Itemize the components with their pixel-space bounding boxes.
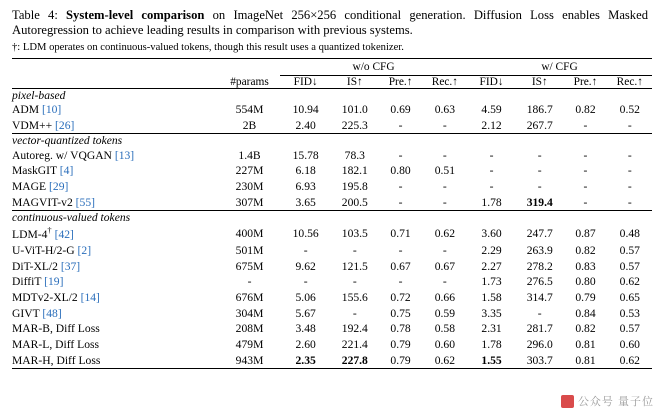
comparison-table bbox=[12, 58, 652, 369]
row-metric-cell: 1.78 bbox=[481, 195, 502, 209]
watermark-logo-icon bbox=[561, 395, 574, 408]
row-metric-cell: 0.53 bbox=[619, 306, 640, 320]
row-metric-cell: 0.83 bbox=[575, 259, 596, 273]
row-metric-cell: 4.59 bbox=[481, 103, 502, 117]
row-method-name: MAR-B, Diff Loss bbox=[12, 322, 100, 336]
row-metric-cell: - bbox=[537, 306, 542, 320]
citation-link[interactable]: [55] bbox=[75, 195, 95, 209]
watermark-text: 公众号 量子位 bbox=[577, 396, 654, 408]
watermark bbox=[561, 393, 654, 409]
row-metric-cell: 0.57 bbox=[619, 322, 640, 336]
row-metric-cell: - bbox=[442, 195, 447, 209]
caption-bold-lead: System-level comparison bbox=[66, 8, 205, 22]
row-metric-cell: - bbox=[442, 118, 447, 132]
col-header-rec-cfg: Rec.↑ bbox=[616, 75, 643, 88]
citation-link[interactable]: [48] bbox=[42, 306, 62, 320]
row-metric-cell: 0.58 bbox=[434, 322, 455, 336]
row-params: 479M bbox=[235, 337, 264, 351]
row-metric-cell: - bbox=[352, 275, 357, 289]
row-metric-cell: 0.84 bbox=[575, 306, 596, 320]
table-section-header bbox=[12, 210, 652, 224]
row-metric-cell: - bbox=[583, 179, 588, 193]
row-metric-cell: 182.1 bbox=[341, 164, 368, 178]
row-metric-cell: - bbox=[489, 179, 494, 193]
row-metric-cell: 121.5 bbox=[341, 259, 368, 273]
row-metric-cell: - bbox=[627, 148, 632, 162]
citation-link[interactable]: [26] bbox=[55, 118, 75, 132]
col-header-pre-nocfg: Pre.↑ bbox=[388, 75, 413, 88]
row-metric-cell: 227.8 bbox=[341, 353, 368, 367]
row-method-name: MDTv2-XL/2 [14] bbox=[12, 290, 100, 304]
row-metric-cell: 0.82 bbox=[575, 322, 596, 336]
row-metric-cell: 0.67 bbox=[390, 259, 411, 273]
row-metric-cell: 225.3 bbox=[341, 118, 368, 132]
row-metric-cell: 3.35 bbox=[481, 306, 502, 320]
row-metric-cell: 2.31 bbox=[481, 322, 502, 336]
row-metric-cell: - bbox=[442, 179, 447, 193]
row-metric-cell: 0.79 bbox=[390, 353, 411, 367]
row-metric-cell: 0.79 bbox=[575, 290, 596, 304]
row-method-name: MAGE [29] bbox=[12, 179, 69, 193]
footnote-text: †: LDM operates on continuous-valued tokens, though this result uses a quantized tokenizer. bbox=[12, 41, 404, 53]
row-metric-cell: - bbox=[398, 118, 403, 132]
citation-link[interactable]: [14] bbox=[80, 290, 100, 304]
table-caption bbox=[12, 8, 648, 39]
row-params: 676M bbox=[235, 290, 264, 304]
row-metric-cell: 221.4 bbox=[341, 337, 368, 351]
row-method-name: VDM++ [26] bbox=[12, 118, 75, 132]
row-metric-cell: 15.78 bbox=[292, 148, 319, 162]
row-metric-cell: - bbox=[627, 164, 632, 178]
row-method-name: ADM [10] bbox=[12, 103, 62, 117]
row-metric-cell: - bbox=[537, 164, 542, 178]
table-row bbox=[12, 321, 652, 337]
table-bottom-rule bbox=[12, 368, 652, 369]
row-metric-cell: 263.9 bbox=[526, 243, 553, 257]
citation-link[interactable]: [13] bbox=[114, 148, 135, 162]
row-metric-cell: 276.5 bbox=[526, 275, 553, 289]
row-metric-cell: 0.78 bbox=[390, 322, 411, 336]
row-metric-cell: 0.82 bbox=[575, 103, 596, 117]
caption-rest: on ImageNet 256×256 conditional generation. Diffusion Loss enables Masked Autoregression to achieve leading results in comparison with previous systems. bbox=[12, 8, 648, 38]
row-params: 227M bbox=[235, 164, 264, 178]
row-metric-cell: 281.7 bbox=[526, 322, 553, 336]
group-header-cfg: w/ CFG bbox=[467, 58, 652, 75]
table-row bbox=[12, 305, 652, 321]
col-header-rec-nocfg: Rec.↑ bbox=[431, 75, 458, 88]
row-method-name: GIVT [48] bbox=[12, 306, 62, 320]
row-metric-cell: 0.81 bbox=[575, 353, 596, 367]
col-header-is-cfg: IS↑ bbox=[531, 75, 548, 88]
section-title: continuous-valued tokens bbox=[12, 210, 652, 224]
row-metric-cell: 0.48 bbox=[619, 226, 640, 240]
row-metric-cell: 0.65 bbox=[619, 290, 640, 304]
row-metric-cell: 155.6 bbox=[341, 290, 368, 304]
row-metric-cell: - bbox=[398, 195, 403, 209]
row-metric-cell: 303.7 bbox=[526, 353, 553, 367]
row-metric-cell: - bbox=[303, 243, 308, 257]
row-metric-cell: 192.4 bbox=[341, 322, 368, 336]
row-metric-cell: 2.29 bbox=[481, 243, 502, 257]
row-metric-cell: - bbox=[537, 179, 542, 193]
row-metric-cell: - bbox=[442, 243, 447, 257]
citation-link[interactable]: [2] bbox=[77, 243, 92, 257]
row-metric-cell: 2.35 bbox=[295, 353, 316, 367]
row-metric-cell: 10.56 bbox=[292, 226, 319, 240]
row-metric-cell: 5.67 bbox=[295, 306, 316, 320]
row-params: 675M bbox=[235, 259, 264, 273]
row-metric-cell: 247.7 bbox=[526, 226, 553, 240]
citation-link[interactable]: [4] bbox=[59, 164, 74, 178]
table-row bbox=[12, 274, 652, 290]
row-metric-cell: 10.94 bbox=[292, 103, 319, 117]
row-metric-cell: - bbox=[489, 148, 494, 162]
row-metric-cell: 0.57 bbox=[619, 243, 640, 257]
row-metric-cell: 0.57 bbox=[619, 259, 640, 273]
row-metric-cell: 0.69 bbox=[390, 103, 411, 117]
row-metric-cell: 319.4 bbox=[526, 195, 553, 209]
section-title: pixel-based bbox=[12, 88, 652, 102]
table-row bbox=[12, 179, 652, 195]
row-metric-cell: 6.18 bbox=[295, 164, 316, 178]
table-section-header bbox=[12, 88, 652, 102]
row-params: - bbox=[247, 275, 252, 289]
citation-link[interactable]: [29] bbox=[49, 179, 69, 193]
table-row bbox=[12, 118, 652, 134]
row-params: 307M bbox=[235, 195, 264, 209]
row-metric-cell: 1.58 bbox=[481, 290, 502, 304]
row-metric-cell: 5.06 bbox=[295, 290, 316, 304]
table-row bbox=[12, 290, 652, 306]
row-metric-cell: 267.7 bbox=[526, 118, 553, 132]
table-row bbox=[12, 102, 652, 118]
col-header-params: #params bbox=[230, 75, 269, 88]
row-metric-cell: - bbox=[627, 195, 632, 209]
citation-link[interactable]: [19] bbox=[44, 275, 64, 289]
row-metric-cell: 186.7 bbox=[526, 103, 553, 117]
row-method-name: Autoreg. w/ VQGAN [13] bbox=[12, 148, 135, 162]
row-params: 1.4B bbox=[238, 148, 261, 162]
row-metric-cell: - bbox=[398, 275, 403, 289]
row-metric-cell: 0.82 bbox=[575, 243, 596, 257]
caption-prefix: Table 4: bbox=[12, 8, 67, 22]
row-metric-cell: 0.80 bbox=[575, 275, 596, 289]
table-row bbox=[12, 242, 652, 258]
row-metric-cell: - bbox=[352, 306, 357, 320]
row-metric-cell: - bbox=[442, 148, 447, 162]
row-metric-cell: - bbox=[627, 179, 632, 193]
row-metric-cell: 0.63 bbox=[434, 103, 455, 117]
row-metric-cell: 78.3 bbox=[344, 148, 365, 162]
row-method-name: U-ViT-H/2-G [2] bbox=[12, 243, 92, 257]
row-metric-cell: 103.5 bbox=[341, 226, 368, 240]
row-metric-cell: 0.71 bbox=[390, 226, 411, 240]
row-metric-cell: 3.65 bbox=[295, 195, 316, 209]
citation-link[interactable]: [42] bbox=[54, 228, 74, 242]
row-metric-cell: 0.72 bbox=[390, 290, 411, 304]
row-metric-cell: 278.2 bbox=[526, 259, 553, 273]
row-metric-cell: 3.48 bbox=[295, 322, 316, 336]
row-metric-cell: 0.79 bbox=[390, 337, 411, 351]
table-row bbox=[12, 258, 652, 274]
row-metric-cell: 2.40 bbox=[295, 118, 316, 132]
col-header-fid-cfg: FID↓ bbox=[479, 75, 504, 88]
col-header-method bbox=[12, 75, 219, 88]
row-method-name: MaskGIT [4] bbox=[12, 164, 74, 178]
section-title: vector-quantized tokens bbox=[12, 134, 652, 148]
row-method-name: MAGVIT-v2 [55] bbox=[12, 195, 95, 209]
row-metric-cell: 0.62 bbox=[434, 353, 455, 367]
row-metric-cell: 9.62 bbox=[295, 259, 316, 273]
row-method-name: LDM-4† [42] bbox=[12, 225, 74, 242]
row-metric-cell: 0.59 bbox=[434, 306, 455, 320]
row-metric-cell: 1.78 bbox=[481, 337, 502, 351]
row-metric-cell: 0.62 bbox=[434, 226, 455, 240]
row-method-name: DiT-XL/2 [37] bbox=[12, 259, 81, 273]
table-row bbox=[12, 194, 652, 210]
col-header-pre-cfg: Pre.↑ bbox=[573, 75, 598, 88]
row-metric-cell: - bbox=[583, 118, 588, 132]
row-metric-cell: 0.75 bbox=[390, 306, 411, 320]
row-metric-cell: - bbox=[583, 195, 588, 209]
row-metric-cell: 0.52 bbox=[619, 103, 640, 117]
row-params: 943M bbox=[235, 353, 264, 367]
row-metric-cell: 0.66 bbox=[434, 290, 455, 304]
row-metric-cell: - bbox=[303, 275, 308, 289]
column-header-row bbox=[12, 75, 652, 88]
table-section-header bbox=[12, 134, 652, 148]
row-params: 501M bbox=[235, 243, 264, 257]
group-header-no-cfg: w/o CFG bbox=[280, 58, 467, 75]
row-metric-cell: - bbox=[398, 179, 403, 193]
row-method-name: DiffiT [19] bbox=[12, 275, 64, 289]
row-metric-cell: - bbox=[627, 118, 632, 132]
row-metric-cell: 0.87 bbox=[575, 226, 596, 240]
row-params: 554M bbox=[235, 103, 264, 117]
citation-link[interactable]: [37] bbox=[60, 259, 81, 273]
col-header-fid-nocfg: FID↓ bbox=[293, 75, 318, 88]
row-metric-cell: 101.0 bbox=[341, 103, 368, 117]
row-metric-cell: 296.0 bbox=[526, 337, 553, 351]
row-metric-cell: 0.81 bbox=[575, 337, 596, 351]
row-metric-cell: 314.7 bbox=[526, 290, 553, 304]
table-row bbox=[12, 337, 652, 353]
row-metric-cell: 0.62 bbox=[619, 353, 640, 367]
row-metric-cell: - bbox=[489, 164, 494, 178]
table-row bbox=[12, 147, 652, 163]
row-params: 400M bbox=[235, 226, 264, 240]
row-metric-cell: 6.93 bbox=[295, 179, 316, 193]
row-metric-cell: 3.60 bbox=[481, 226, 502, 240]
row-metric-cell: 1.73 bbox=[481, 275, 502, 289]
row-params: 208M bbox=[235, 322, 264, 336]
col-header-is-nocfg: IS↑ bbox=[346, 75, 363, 88]
row-metric-cell: 1.55 bbox=[481, 353, 502, 367]
row-metric-cell: 200.5 bbox=[341, 195, 368, 209]
row-method-name: MAR-L, Diff Loss bbox=[12, 337, 100, 351]
table-body bbox=[12, 88, 652, 369]
group-header-row bbox=[12, 58, 652, 75]
row-metric-cell: 0.67 bbox=[434, 259, 455, 273]
row-metric-cell: 2.60 bbox=[295, 337, 316, 351]
row-metric-cell: - bbox=[352, 243, 357, 257]
row-metric-cell: 0.62 bbox=[619, 275, 640, 289]
row-metric-cell: 2.12 bbox=[481, 118, 502, 132]
table-row bbox=[12, 224, 652, 243]
row-metric-cell: - bbox=[398, 148, 403, 162]
table-row bbox=[12, 352, 652, 368]
row-metric-cell: - bbox=[537, 148, 542, 162]
row-metric-cell: 0.80 bbox=[390, 164, 411, 178]
row-metric-cell: - bbox=[442, 275, 447, 289]
row-metric-cell: 2.27 bbox=[481, 259, 502, 273]
row-params: 230M bbox=[235, 179, 264, 193]
row-metric-cell: 0.51 bbox=[434, 164, 455, 178]
table-row bbox=[12, 163, 652, 179]
row-params: 2B bbox=[242, 118, 257, 132]
row-metric-cell: - bbox=[583, 148, 588, 162]
row-metric-cell: 195.8 bbox=[341, 179, 368, 193]
table-footnote bbox=[12, 41, 648, 54]
row-metric-cell: 0.60 bbox=[619, 337, 640, 351]
row-method-name: MAR-H, Diff Loss bbox=[12, 353, 101, 367]
row-metric-cell: 0.60 bbox=[434, 337, 455, 351]
citation-link[interactable]: [10] bbox=[41, 103, 62, 117]
row-params: 304M bbox=[235, 306, 264, 320]
row-metric-cell: - bbox=[583, 164, 588, 178]
row-metric-cell: - bbox=[398, 243, 403, 257]
